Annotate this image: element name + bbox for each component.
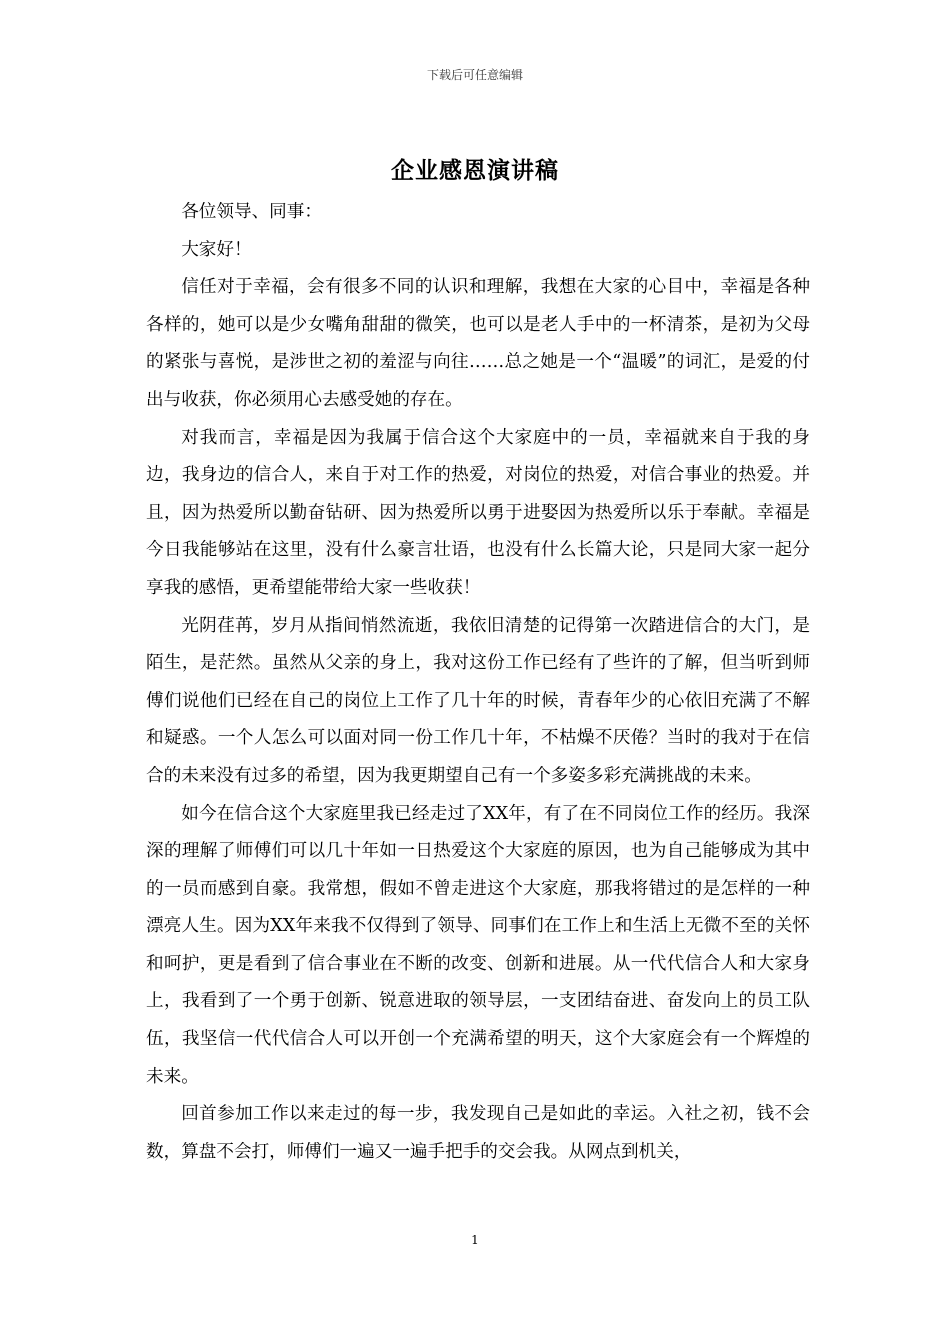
salutation: 各位领导、同事： [181, 202, 322, 222]
document-body [146, 194, 810, 1171]
header-note: 下载后可任意编辑 [426, 68, 523, 82]
paragraph: 回首参加工作以来走过的每一步，我发现自己是如此的幸运。入社之初，钱不会数，算盘不会打，师傅们一遍又一遍手把手的交会我。从网点到机关， [146, 1104, 810, 1162]
paragraph: 信任对于幸福，会有很多不同的认识和理解，我想在大家的心目中，幸福是各种各样的，她可以是少女嘴角甜甜的微笑，也可以是老人手中的一杯清茶，是初为父母的紧张与喜悦，是涉世之初的羞涩与向往……总之她是一个“温暖”的词汇，是爱的付出与收获，你必须用心去感受她的存在。 [146, 277, 810, 410]
paragraph: 光阴荏苒，岁月从指间悄然流逝，我依旧清楚的记得第一次踏进信合的大门，是陌生，是茫然。虽然从父亲的身上，我对这份工作已经有了些许的了解，但当听到师傅们说他们已经在自己的岗位上工作了几十年的时候，青春年少的心依旧充满了不解和疑惑。一个人怎么可以面对同一份工作几十年，不枯燥不厌倦？当时的我对于在信合的未来没有过多的希望，因为我更期望自己有一个多姿多彩充满挑战的未来。 [146, 615, 810, 786]
paragraph: 如今在信合这个大家庭里我已经走过了XX年，有了在不同岗位工作的经历。我深深的理解了师傅们可以几十年如一日热爱这个大家庭的原因，也为自己能够成为其中的一员而感到自豪。我常想，假如不曾走进这个大家庭，那我将错过的是怎样的一种漂亮人生。因为XX年来我不仅得到了领导、同事们在工作上和生活上无微不至的关怀和呵护，更是看到了信合事业在不断的改变、创新和进展。从一代代信合人和大家身上，我看到了一个勇于创新、锐意进取的领导层，一支团结奋进、奋发向上的员工队伍，我坚信一代代信合人可以开创一个充满希望的明天，这个大家庭会有一个辉煌的未来。 [146, 803, 810, 1087]
greeting: 大家好！ [181, 239, 252, 260]
page-number: 1 [471, 1233, 479, 1247]
page-title: 企业感恩演讲稿 [391, 157, 559, 184]
paragraph: 对我而言，幸福是因为我属于信合这个大家庭中的一员，幸福就来自于我的身边，我身边的信合人，来自于对工作的热爱，对岗位的热爱，对信合事业的热爱。并且，因为热爱所以勤奋钻研、因为热爱所以勇于进娶因为热爱所以乐于奉献。幸福是今日我能够站在这里，没有什么豪言壮语，也没有什么长篇大论，只是同大家一起分享我的感悟，更希望能带给大家一些收获！ [146, 427, 810, 598]
